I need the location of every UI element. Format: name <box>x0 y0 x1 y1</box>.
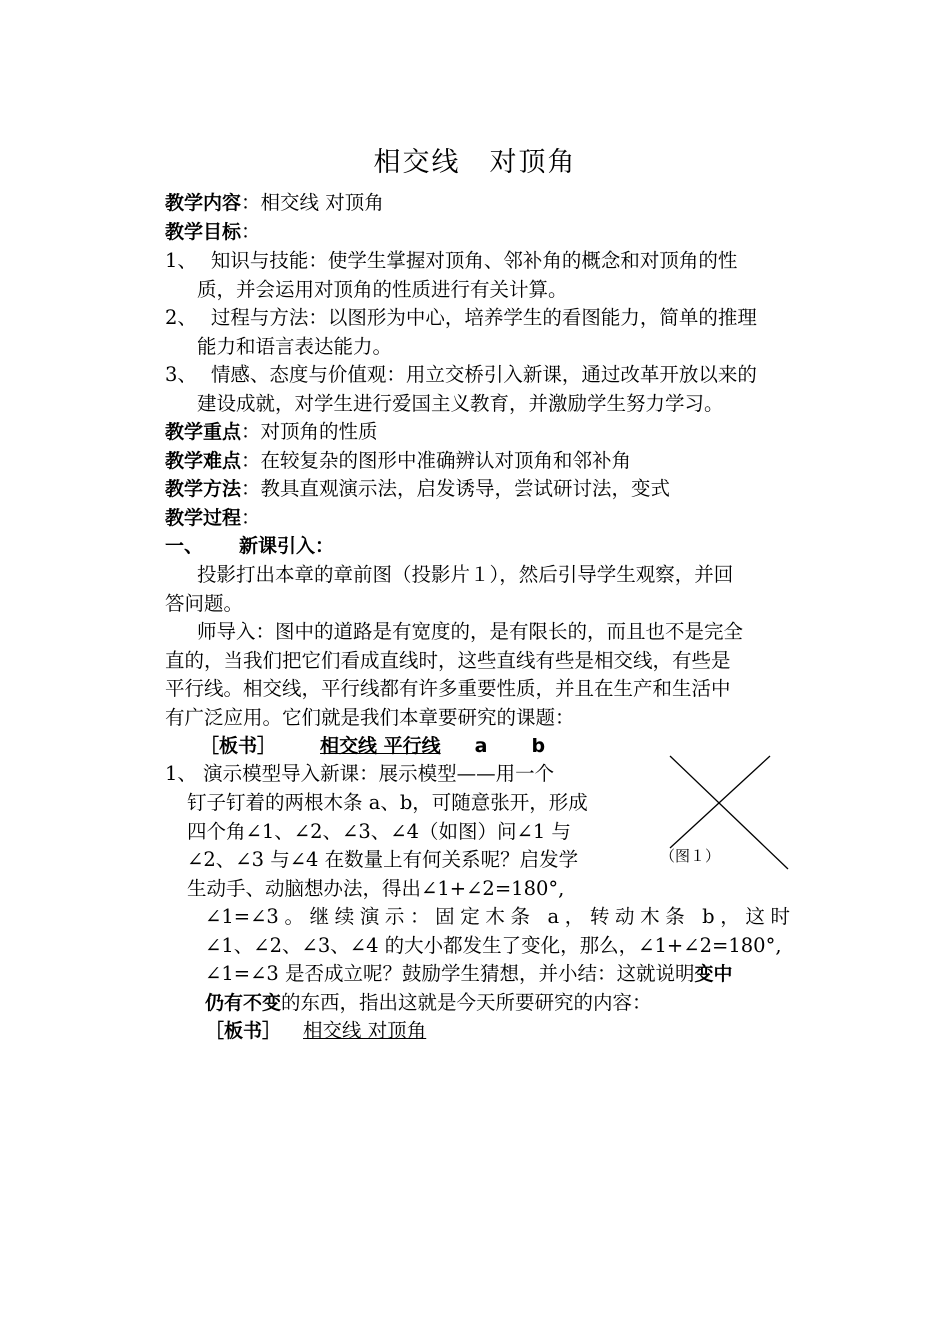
content-colon: ： <box>241 191 261 214</box>
key-label: 教学重点 <box>165 421 242 443</box>
goal2-num: 2、 <box>165 306 197 329</box>
item1-line3: 四个角∠1、∠2、∠3、∠4（如图）问∠1 与 <box>187 820 571 843</box>
board2-text: 相交线 对顶角 <box>303 1019 427 1042</box>
item1-line1: 1、 演示模型导入新课：展示模型——用一个 <box>165 762 555 785</box>
goals-colon: ： <box>241 220 261 243</box>
goals-heading <box>165 217 790 247</box>
key-text: 对顶角的性质 <box>260 420 378 443</box>
figure-caption: （图１） <box>660 847 721 865</box>
para1-line1: 投影打出本章的章前图（投影片１），然后引导学生观察，并回 <box>197 563 734 586</box>
goal1-line1 <box>165 246 790 275</box>
item1-line9-bold: 仍有不变 <box>205 992 282 1014</box>
method-line <box>165 474 790 504</box>
para2-line2: 直的，当我们把它们看成直线时，这些直线有些是相交线，有些是 <box>165 649 731 672</box>
goal2-text-1: 过程与方法：以图形为中心，培养学生的看图能力，简单的推理 <box>210 306 757 329</box>
key-colon: ： <box>241 420 261 443</box>
item1-line6: ∠1=∠3。继续演示：固定木条 a，转动木条 b，这时 <box>205 905 790 928</box>
goal3-line1 <box>165 360 790 389</box>
difficult-label: 教学难点 <box>165 450 242 472</box>
board2-label: ［板书］ <box>205 1020 282 1042</box>
board1-text: 相交线 平行线 <box>320 735 441 757</box>
content-line <box>165 188 790 218</box>
para2-line1: 师导入：图中的道路是有宽度的，是有限长的，而且也不是完全 <box>197 620 744 643</box>
item1-line9 <box>205 988 790 1018</box>
goal2-line2: 能力和语言表达能力。 <box>197 335 393 358</box>
para1-line2: 答问题。 <box>165 592 244 615</box>
content-label: 教学内容 <box>165 192 242 214</box>
para2-line3: 平行线。相交线，平行线都有许多重要性质，并且在生产和生活中 <box>165 677 731 700</box>
section1-title: 新课引入： <box>239 535 335 557</box>
item1-line7: ∠1、∠2、∠3、∠4 的大小都发生了变化，那么，∠1+∠2=180°, <box>205 934 782 957</box>
difficult-line <box>165 446 790 476</box>
goal1-num: 1、 <box>165 249 197 272</box>
goals-label: 教学目标 <box>165 221 242 243</box>
method-colon: ： <box>241 477 261 500</box>
item1-line8 <box>205 959 790 989</box>
difficult-colon: ： <box>241 449 261 472</box>
board1-label: ［板书］ <box>200 735 277 757</box>
board2-line <box>205 1016 605 1046</box>
goal3-num: 3、 <box>165 363 197 386</box>
item1-line9-text: 的东西，指出这就是今天所要研究的内容： <box>281 991 652 1014</box>
difficult-text: 在较复杂的图形中准确辨认对顶角和邻补角 <box>260 449 632 472</box>
para2-line4: 有广泛应用。它们就是我们本章要研究的课题： <box>165 706 575 729</box>
goal3-text-1: 情感、态度与价值观：用立交桥引入新课，通过改革开放以来的 <box>210 363 757 386</box>
item1-line2: 钉子钉着的两根木条 a、b，可随意张开，形成 <box>187 791 588 814</box>
section1-num: 一、 <box>165 535 204 557</box>
item1-line8-bold: 变中 <box>694 963 733 985</box>
goal2-line1 <box>165 303 790 332</box>
goal1-line2: 质，并会运用对顶角的性质进行有关计算。 <box>197 278 568 301</box>
board1-a: a <box>474 735 488 757</box>
method-text: 教具直观演示法，启发诱导，尝试研讨法，变式 <box>260 477 671 500</box>
item1-line4: ∠2、∠3 与∠4 在数量上有何关系呢？启发学 <box>187 848 579 871</box>
process-colon: ： <box>241 506 261 529</box>
board1-b: b <box>531 735 546 757</box>
board1-line <box>200 731 600 761</box>
goal1-text-1: 知识与技能：使学生掌握对顶角、邻补角的概念和对顶角的性 <box>210 249 738 272</box>
process-label: 教学过程 <box>165 507 242 529</box>
item1-line8-text: ∠1=∠3 是否成立呢？鼓励学生猜想，并小结：这就说明 <box>205 962 695 985</box>
item1-line5: 生动手、动脑想办法，得出∠1+∠2=180°, <box>187 877 565 900</box>
content-text: 相交线 对顶角 <box>260 191 384 214</box>
page-title: 相交线 对顶角 <box>373 147 577 178</box>
method-label: 教学方法 <box>165 478 242 500</box>
process-heading <box>165 503 790 533</box>
section1-heading <box>165 531 790 561</box>
goal3-line2: 建设成就，对学生进行爱国主义教育，并激励学生努力学习。 <box>197 392 724 415</box>
key-line <box>165 417 790 447</box>
